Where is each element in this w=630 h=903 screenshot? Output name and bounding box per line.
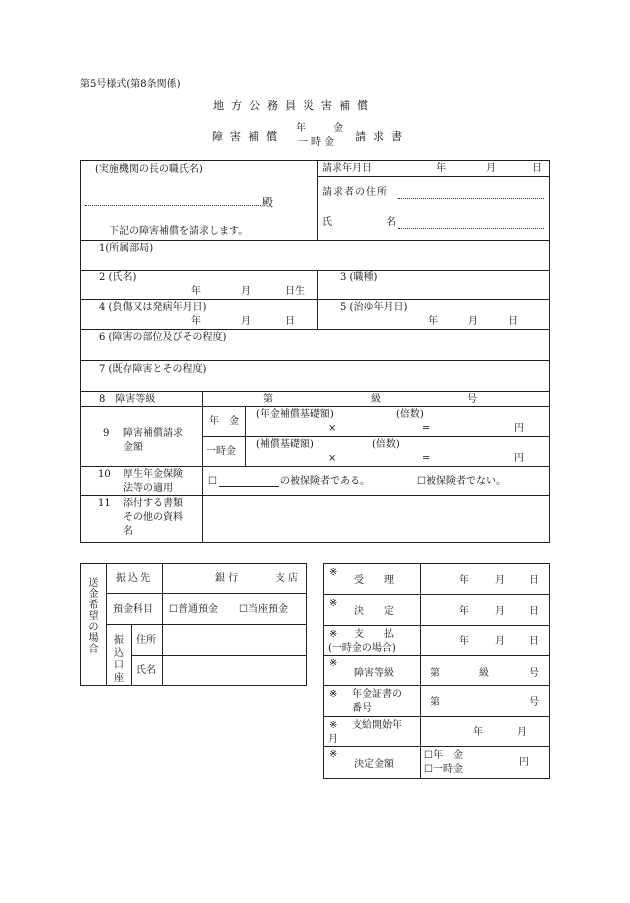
account-char: 口 (114, 660, 124, 671)
start-label-2: 月 (328, 734, 338, 745)
account-char: 込 (114, 647, 124, 659)
office-grade-dai: 第 (430, 668, 440, 679)
amount-yen: 円 (519, 757, 529, 768)
item4-day: 日 (285, 316, 295, 327)
branch-label: 支店 (275, 573, 301, 584)
ichiji-yen: 円 (514, 453, 524, 464)
item5-cell (318, 300, 550, 330)
cert-label-1: 年金証書の (352, 689, 402, 700)
address-value-cell (163, 625, 307, 656)
item8-grade-cell (203, 392, 550, 407)
paid-label-cell (324, 626, 421, 656)
request-text: 下記の障害補償を請求します。 (109, 226, 249, 237)
cert-go: 号 (529, 697, 539, 708)
ichijikin-calc-cell (246, 437, 550, 467)
item11-num: 11 (98, 498, 111, 509)
received-label-cell (324, 564, 421, 595)
item3-label: 3 (職種) (340, 272, 378, 283)
nenkin-multiplier-label: (倍数) (396, 409, 424, 420)
item4-cell (81, 300, 318, 330)
item10-label-2: 法等の適用 (123, 483, 173, 494)
start-year: 年 (473, 727, 483, 738)
item5-year: 年 (428, 316, 438, 327)
decided-date-cell (421, 595, 550, 626)
item10-label-cell (81, 467, 203, 496)
account-vertical-label (107, 635, 131, 685)
paid-day: 日 (529, 636, 539, 647)
grade-value-cell (421, 656, 550, 686)
item9-label-cell (81, 407, 203, 467)
office-grade-kyu: 級 (479, 668, 489, 679)
cert-dai: 第 (430, 697, 440, 708)
name-label: 氏名 (136, 665, 156, 676)
request-date-day: 日 (532, 163, 542, 174)
office-use-form (323, 563, 550, 779)
decided-year: 年 (459, 606, 469, 617)
paid-date-cell (421, 626, 550, 656)
ichiji-times: × (328, 453, 337, 464)
grade-label: 障害等級 (354, 668, 394, 679)
item12-label-cell (81, 564, 107, 686)
paid-label-2: (一時金の場合) (328, 643, 396, 654)
nenkin-yen: 円 (514, 423, 524, 434)
cert-label-2: 番号 (352, 703, 372, 714)
bank-label: 銀行 (215, 573, 241, 584)
ordinary-deposit-option[interactable]: ☐普通預金 (169, 604, 218, 615)
paid-month: 月 (495, 636, 505, 647)
item10-label-1: 厚生年金保険 (123, 469, 183, 480)
start-mark: ※ (329, 720, 338, 731)
claimant-name-label-1: 氏 (322, 217, 332, 228)
request-date-row (318, 161, 549, 177)
agency-head-line (85, 205, 261, 206)
deposit-type-label: 預金科目 (113, 604, 153, 615)
start-value-cell (421, 717, 550, 747)
deposit-options-cell (163, 594, 307, 625)
item8-label-cell (81, 392, 203, 407)
ichiji-equals: = (422, 453, 431, 464)
claimant-address-label: 請求者の住所 (322, 187, 388, 198)
item12-char: 合 (88, 644, 99, 655)
insured-checkbox[interactable]: ☐ (208, 476, 217, 487)
address-label: 住所 (136, 635, 156, 646)
grade-kyu: 級 (371, 394, 381, 405)
claimant-cell (318, 161, 550, 241)
start-month: 月 (517, 727, 527, 738)
item4-month: 月 (241, 316, 251, 327)
item12-char: の (88, 622, 99, 633)
item7-cell (81, 361, 550, 392)
item9-label-2: 金額 (123, 442, 143, 453)
item2-month: 月 (241, 286, 251, 297)
received-year: 年 (459, 575, 469, 586)
amount-label: 決定金額 (354, 759, 394, 770)
item11-label-3: 名 (123, 526, 133, 537)
title-kin: 金 (333, 123, 343, 134)
item9-label-1: 障害補償請求 (123, 428, 183, 439)
ichijikin-cell (203, 437, 246, 467)
item4-year: 年 (191, 316, 201, 327)
grade-dai: 第 (263, 394, 273, 405)
item2-cell (81, 271, 318, 300)
received-label: 受 理 (354, 575, 394, 586)
cert-value-cell (421, 686, 550, 717)
item2-year: 年 (191, 286, 201, 297)
amount-mark: ※ (329, 749, 338, 760)
nenkin-times: × (328, 423, 337, 434)
ichiji-multiplier-label: (倍数) (372, 439, 400, 450)
request-date-label: 請求年月日 (322, 163, 372, 174)
form-title-line1: 地方公務員災害補償 (213, 99, 375, 112)
received-date-cell (421, 564, 550, 595)
decided-label: 決 定 (354, 606, 394, 617)
item12-vertical-label (81, 578, 106, 655)
grade-label-cell (324, 656, 421, 686)
nenkin-base-label: (年金補償基礎額) (256, 409, 334, 420)
cert-mark: ※ (329, 689, 338, 700)
received-mark: ※ (329, 567, 338, 578)
amount-value-cell (421, 747, 550, 779)
main-claim-form (80, 160, 550, 543)
item2-label: 2 (氏名) (99, 272, 137, 283)
item6-cell (81, 330, 550, 361)
request-date-month: 月 (486, 163, 496, 174)
agency-head-cell (81, 161, 318, 241)
form-number: 第5号様式(第8条関係) (80, 79, 181, 90)
dono-label: 殿 (262, 196, 273, 209)
claimant-name-line (398, 228, 544, 229)
item5-label: 5 (治ゆ年月日) (340, 302, 408, 313)
item6-label: 6 (障害の部位及びその程度) (99, 332, 227, 343)
received-day: 日 (529, 575, 539, 586)
transfer-to-label: 振込先 (116, 573, 152, 584)
ichijikin-label: 一時金 (206, 446, 236, 457)
paid-year: 年 (459, 636, 469, 647)
cert-label-cell (324, 686, 421, 717)
not-insured-option[interactable]: ☐被保険者でない。 (417, 476, 506, 487)
item1-label: 1(所属部局) (99, 243, 154, 254)
paid-mark: ※ (329, 629, 338, 640)
item12-char: 場 (88, 633, 99, 644)
agency-head-label: (実施機関の長の職氏名) (95, 164, 203, 175)
item12-char: 送 (88, 578, 99, 589)
name-value-cell (163, 656, 307, 686)
account-char: 振 (114, 635, 124, 646)
paid-label-1: 支 払 (354, 629, 394, 640)
nenkin-label: 年 金 (209, 416, 239, 427)
decided-day: 日 (529, 606, 539, 617)
grade-go: 号 (467, 394, 477, 405)
bank-branch-cell (163, 564, 307, 594)
item11-label-2: その他の資料 (123, 512, 183, 523)
item12-char: 希 (88, 600, 99, 611)
title-ichijikin: 一時金 (298, 137, 337, 148)
decided-mark: ※ (329, 598, 338, 609)
item12-char: 望 (88, 611, 99, 622)
office-grade-go: 号 (529, 668, 539, 679)
item11-label-cell (81, 496, 203, 543)
item5-month: 月 (468, 316, 478, 327)
bank-transfer-form (80, 563, 307, 686)
item7-label: 7 (既存障害とその程度) (99, 364, 207, 375)
title-shogai-hosho: 障害補償 (212, 130, 284, 143)
ichiji-base-label: (補償基礎額) (256, 439, 314, 450)
account-label-cell (107, 625, 132, 686)
decided-label-cell (324, 595, 421, 626)
item10-value-cell (203, 467, 550, 496)
nenkin-equals: = (422, 423, 431, 434)
account-char: 座 (114, 672, 124, 684)
item1-cell (81, 241, 550, 271)
amount-nenkin-option[interactable]: ☐年 金 (424, 750, 463, 761)
item11-label-1: 添付する書類 (123, 498, 183, 509)
item12-char: 金 (88, 589, 99, 600)
item10-num: 10 (98, 469, 111, 480)
insured-suffix: の被保険者である。 (280, 476, 370, 487)
transfer-to-cell (107, 564, 163, 594)
received-month: 月 (495, 575, 505, 586)
title-seikyusho: 請求書 (355, 130, 409, 143)
claimant-name-label-2: 名 (386, 217, 396, 228)
request-date-year: 年 (436, 163, 446, 174)
item3-cell (318, 271, 550, 300)
amount-label-cell (324, 747, 421, 779)
nenkin-cell (203, 407, 246, 437)
title-nen: 年 (296, 123, 306, 134)
start-label-1: 支給開始年 (352, 720, 402, 731)
item8-label: 8 障害等級 (99, 394, 156, 405)
item9-num: 9 (103, 428, 110, 439)
item2-birth: 日生 (285, 286, 305, 297)
grade-mark: ※ (329, 658, 338, 669)
current-deposit-option[interactable]: ☐当座預金 (239, 604, 288, 615)
address-label-cell (132, 625, 163, 656)
item4-label: 4 (負傷又は発病年月日) (99, 302, 207, 313)
name-label-cell (132, 656, 163, 686)
item5-day: 日 (508, 316, 518, 327)
decided-month: 月 (495, 606, 505, 617)
start-label-cell (324, 717, 421, 747)
nenkin-calc-cell (246, 407, 550, 437)
item11-value-cell (203, 496, 550, 543)
claimant-address-line (398, 198, 544, 199)
insurance-name-line (219, 477, 279, 487)
deposit-type-cell (107, 594, 163, 625)
amount-ichijikin-option[interactable]: ☐一時金 (424, 764, 463, 775)
